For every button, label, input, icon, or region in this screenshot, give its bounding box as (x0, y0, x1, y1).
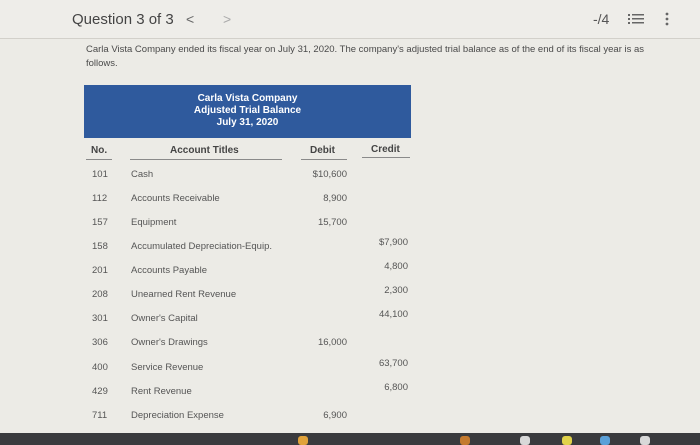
credit-amount: 4,800 (384, 261, 408, 272)
account-title: Accounts Receivable (131, 193, 220, 204)
table-row (0, 337, 700, 353)
problem-intro: Carla Vista Company ended its fiscal year on July 31, 2020. The company's adjusted trial balance as of the end of its fiscal year is as follows. (86, 44, 645, 69)
account-title: Accumulated Depreciation-Equip. (131, 241, 272, 252)
question-header (0, 0, 700, 38)
account-number: 400 (92, 362, 108, 373)
more-vertical-icon[interactable] (665, 12, 669, 26)
debit-amount: $10,600 (312, 169, 347, 180)
report-date: July 31, 2020 (216, 117, 279, 128)
column-header-debit: Debit (310, 145, 335, 156)
credit-amount: $7,900 (378, 237, 408, 248)
app-icon[interactable] (520, 436, 530, 445)
account-number: 208 (92, 289, 108, 300)
header-underline-credit (362, 157, 410, 158)
table-row (0, 309, 700, 329)
account-number: 158 (92, 241, 108, 252)
app-icon[interactable] (562, 436, 572, 445)
debit-amount: 8,900 (323, 193, 347, 204)
table-row (0, 285, 700, 305)
account-number: 306 (92, 337, 108, 348)
account-number: 101 (92, 169, 108, 180)
account-title: Accounts Payable (131, 265, 208, 276)
chevron-left-icon[interactable]: < (186, 11, 195, 27)
account-title: Unearned Rent Revenue (131, 289, 237, 300)
credit-amount: 44,100 (378, 309, 408, 320)
account-title: Depreciation Expense (131, 410, 224, 421)
account-number: 157 (92, 217, 108, 228)
score-label: -/4 (593, 11, 610, 27)
header-divider (0, 38, 700, 39)
column-header-credit: Credit (371, 144, 400, 155)
credit-amount: 2,300 (384, 285, 408, 296)
account-number: 112 (92, 193, 108, 204)
account-number: 429 (92, 386, 108, 397)
account-number: 301 (92, 313, 108, 324)
table-row (0, 382, 700, 402)
account-title: Service Revenue (131, 362, 204, 373)
account-title: Owner's Capital (131, 313, 198, 324)
app-icon[interactable] (600, 436, 610, 445)
report-name: Adjusted Trial Balance (193, 105, 302, 116)
credit-amount: 63,700 (378, 358, 408, 369)
app-icon[interactable] (460, 436, 470, 445)
question-label: Question 3 of 3 (72, 11, 174, 28)
account-number: 201 (92, 265, 108, 276)
table-row (0, 410, 700, 426)
account-title: Rent Revenue (131, 386, 192, 397)
app-icon[interactable] (640, 436, 650, 445)
debit-amount: 16,000 (317, 337, 347, 348)
header-underline-no (86, 159, 112, 160)
credit-amount: 6,800 (384, 382, 408, 393)
column-header-no: No. (91, 145, 108, 156)
list-icon[interactable] (628, 13, 644, 25)
table-row (0, 217, 700, 233)
account-title: Cash (131, 169, 154, 180)
account-title: Equipment (131, 217, 177, 228)
account-title: Owner's Drawings (131, 337, 208, 348)
table-row (0, 193, 700, 209)
header-underline-title (130, 159, 282, 160)
table-row (0, 237, 700, 257)
trial-balance-heading (84, 85, 411, 138)
account-number: 711 (92, 410, 108, 421)
table-row (0, 169, 700, 185)
taskbar (0, 433, 700, 445)
header-underline-debit (301, 159, 347, 160)
debit-amount: 15,700 (317, 217, 347, 228)
debit-amount: 6,900 (323, 410, 347, 421)
chevron-right-icon[interactable]: > (223, 11, 232, 27)
column-header-account-titles: Account Titles (170, 145, 239, 156)
table-row (0, 261, 700, 281)
company-name: Carla Vista Company (197, 93, 298, 104)
table-row (0, 358, 700, 378)
app-icon[interactable] (298, 436, 308, 445)
